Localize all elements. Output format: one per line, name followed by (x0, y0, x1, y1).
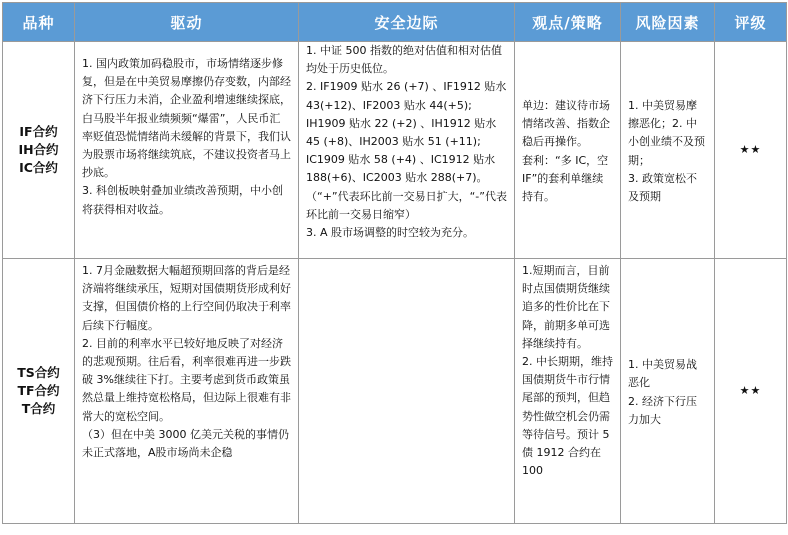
header-view-strategy: 观点/策略 (515, 3, 621, 42)
safety-margin-cell (299, 259, 515, 524)
product-cell (3, 42, 75, 259)
header-driver: 驱动 (75, 3, 299, 42)
table-row (3, 259, 787, 524)
rating-stars: ★★ (739, 383, 762, 397)
futures-strategy-table (2, 2, 787, 524)
header-rating: 评级 (715, 3, 787, 42)
product-text: TS合约 TF合约 T合约 (17, 365, 60, 416)
driver-text: 1. 国内政策加码稳股市，市场情绪逐步修复，但是在中美贸易摩擦仍存变数，内部经济下行压力未消，企业盈利增速继续探底，白马股半年报业绩频频“爆雷”，人民币汇率贬值恐慌情绪尚未缓解的背景下，我们认为股票市场将继续筑底，不建议投资者马上抄底。 3. 科创板映射叠加业绩改善预期，中小创将获得相对收益。 (82, 57, 291, 216)
header-safety-margin: 安全边际 (299, 3, 515, 42)
risk-cell (621, 259, 715, 524)
rating-cell (715, 42, 787, 259)
view-cell (515, 259, 621, 524)
view-text: 1.短期而言，目前时点国债期货继续追多的性价比在下降，前期多单可选择继续持有。 2. 中长期期，维持国债期货牛市行情尾部的预判，但趋势性做空机会仍需等待信号。预计 5 债 1912 合约在 100 (522, 264, 613, 478)
header-row (3, 3, 787, 42)
table-row (3, 42, 787, 259)
product-text: IF合约 IH合约 IC合约 (18, 124, 59, 175)
product-cell (3, 259, 75, 524)
driver-cell (75, 42, 299, 259)
driver-cell (75, 259, 299, 524)
header-product: 品种 (3, 3, 75, 42)
rating-stars: ★★ (739, 142, 762, 156)
driver-text: 1. 7月金融数据大幅超预期回落的背后是经济端将继续承压，短期对国债期货形成利好支撑，但国债价格的上行空间仍取决于利率后续下行幅度。 2. 目前的利率水平已较好地反映了对经济的悲观预期。往后看，利率很难再进一步跌破 3%继续往下打。主要考虑到货币政策虽然总量上维持宽松格局，但边际上很难有非常大的宽松空间。 （3）但在中美 3000 亿美元关税的事情仍未正式落地，A股市场尚未企稳 (82, 264, 291, 460)
view-text: 单边：建议待市场情绪改善、指数企稳后再操作。 套利：“多 IC，空 IF”的套利单继续持有。 (522, 98, 610, 203)
risk-text: 1. 中美贸易摩擦恶化；2. 中小创业绩不及预期； 3. 政策宽松不及预期 (628, 98, 705, 203)
risk-text: 1. 中美贸易战恶化 2. 经济下行压力加大 (628, 358, 697, 426)
safety-margin-text (306, 262, 507, 523)
rating-cell (715, 259, 787, 524)
safety-margin-cell (299, 42, 515, 259)
view-cell (515, 42, 621, 259)
safety-margin-text: 1. 中证 500 指数的绝对估值和相对估值均处于历史低位。 2. IF1909 贴水 26 (+7) 、IF1912 贴水 43(+12)、IF2003 贴水 44(+5); IH1909 贴水 22 (+2) 、IH1912 贴水 45 (+8)、IH2003 贴水 51 (+11); IC1909 贴水 58 (+4) 、IC1912 贴水 188(+6)、IC2003 贴水 288(+7)。 （“+”代表环比前一交易日扩大，“-”代表环比前一交易日缩窄） 3. A 股市场调整的时空较为充分。 (306, 44, 507, 240)
risk-cell (621, 42, 715, 259)
header-risk-factors: 风险因素 (621, 3, 715, 42)
